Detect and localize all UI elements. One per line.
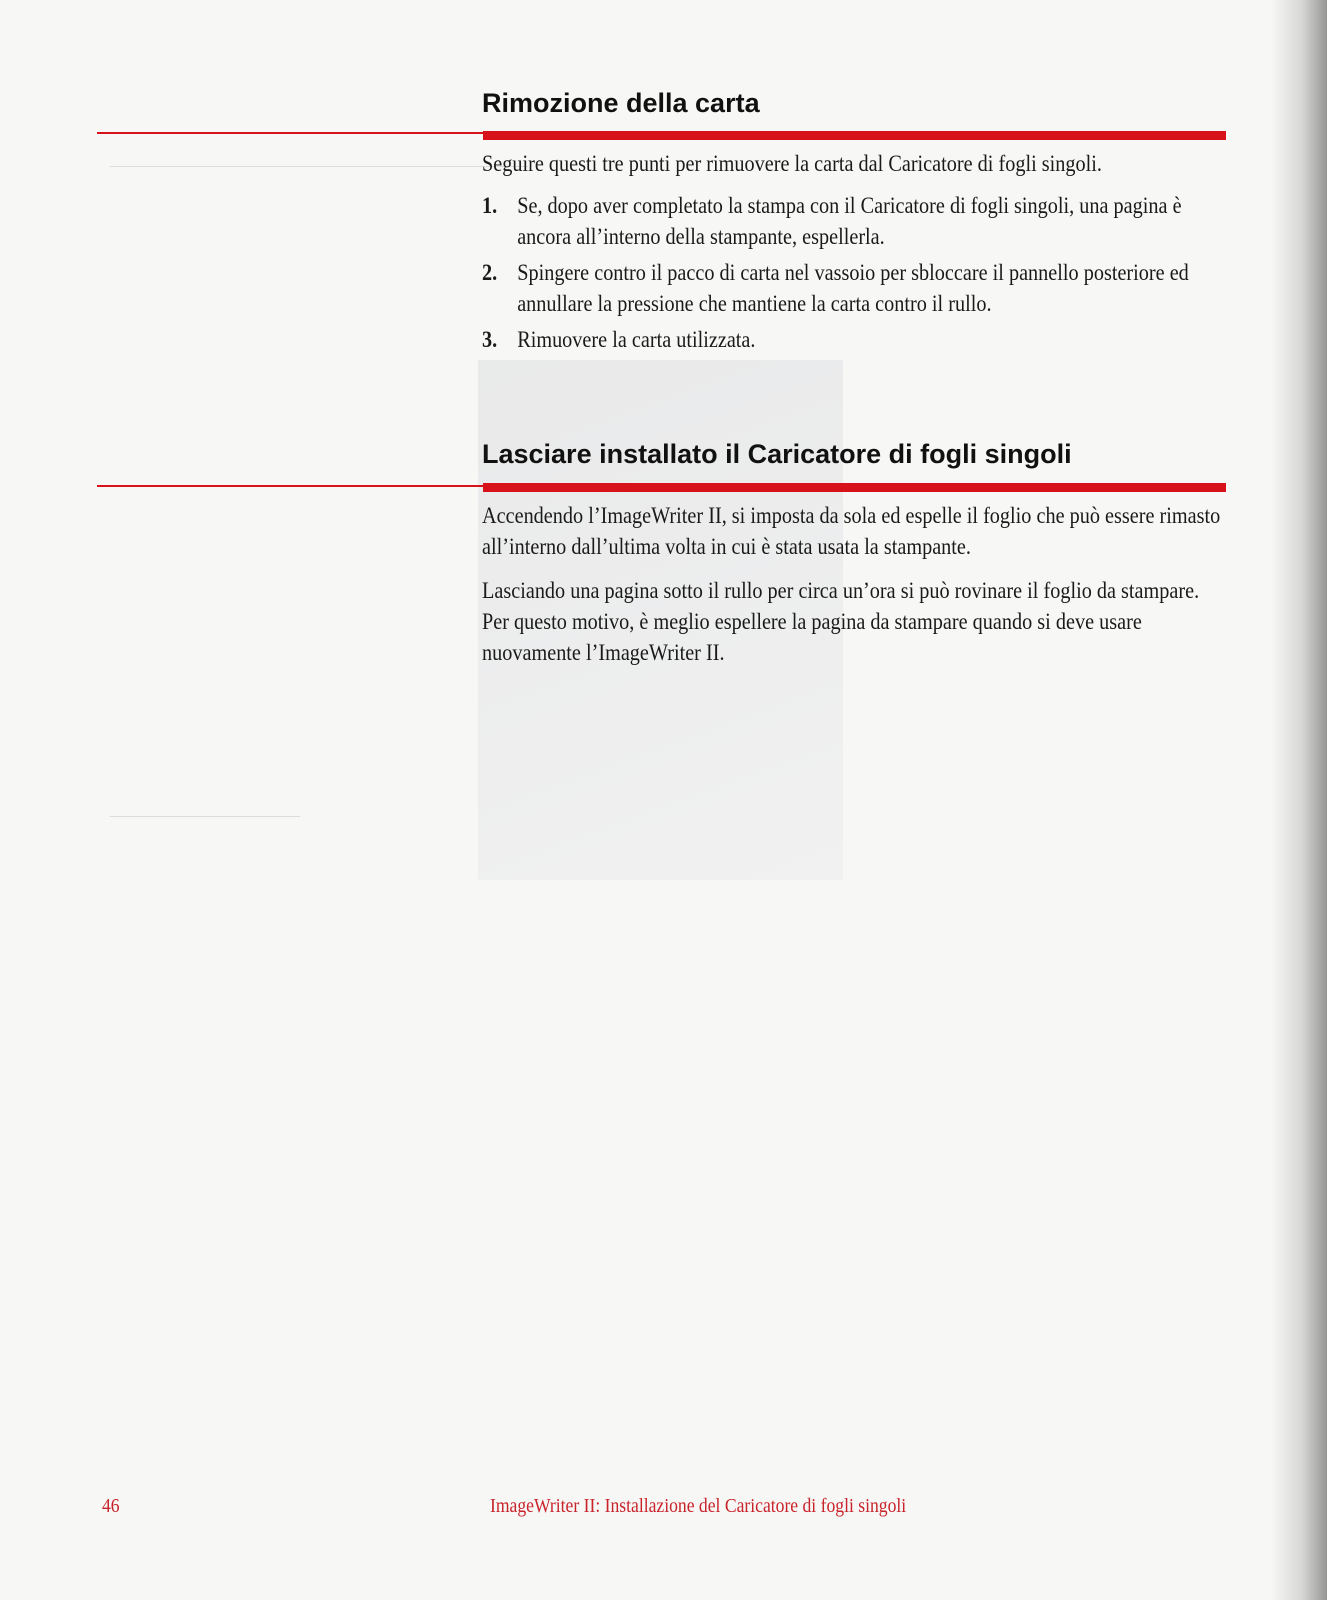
steps-list — [482, 190, 1227, 355]
section-heading: Lasciare installato il Caricatore di fogli singoli — [482, 439, 1072, 469]
section-remove-paper-body — [482, 148, 1227, 360]
bleed-through-text: —————————————————————— — [110, 155, 528, 176]
bleed-through-text-2: —————————— — [110, 805, 300, 826]
step-text: Spingere contro il pacco di carta nel vassoio per sbloccare il pannello posteriore ed annullare la pressione che mantiene la carta contro il rullo. — [517, 260, 1189, 316]
section-rule-thin — [97, 132, 487, 134]
step-text: Rimuovere la carta utilizzata. — [517, 327, 756, 352]
step-number: 1. — [482, 193, 498, 218]
section-leave-installed-body — [482, 500, 1227, 668]
step-text: Se, dopo aver completato la stampa con il Caricatore di fogli singoli, una pagina è ancora all’interno della stampante, espellerla. — [517, 193, 1182, 249]
section-rule-thin — [97, 485, 487, 487]
paragraph: Lasciando una pagina sotto il rullo per circa un’ora si può rovinare il foglio da stampare. Per questo motivo, è meglio espellere la pagina da stampare quando si deve usare nuovamente l’ImageWriter II. — [482, 578, 1200, 665]
step-number: 3. — [482, 327, 498, 352]
page-edge-shadow — [1271, 0, 1327, 1600]
running-footer-title: ImageWriter II: Installazione del Caricatore di fogli singoli — [490, 1495, 907, 1517]
section-intro: Seguire questi tre punti per rimuovere la carta dal Caricatore di fogli singoli. — [482, 151, 1102, 176]
list-item — [482, 190, 1230, 252]
section-rule-thick — [483, 483, 1226, 492]
list-item — [482, 257, 1230, 319]
list-item — [482, 324, 1230, 355]
section-heading: Rimozione della carta — [482, 88, 760, 118]
section-remove-paper — [482, 86, 1227, 120]
step-number: 2. — [482, 260, 498, 285]
paragraph: Accendendo l’ImageWriter II, si imposta da sola ed espelle il foglio che può essere rimasto all’interno dall’ultima volta in cui è stata usata la stampante. — [482, 503, 1221, 559]
section-rule-thick — [483, 131, 1226, 140]
page-number: 46 — [102, 1495, 120, 1517]
section-leave-installed — [482, 437, 1227, 471]
